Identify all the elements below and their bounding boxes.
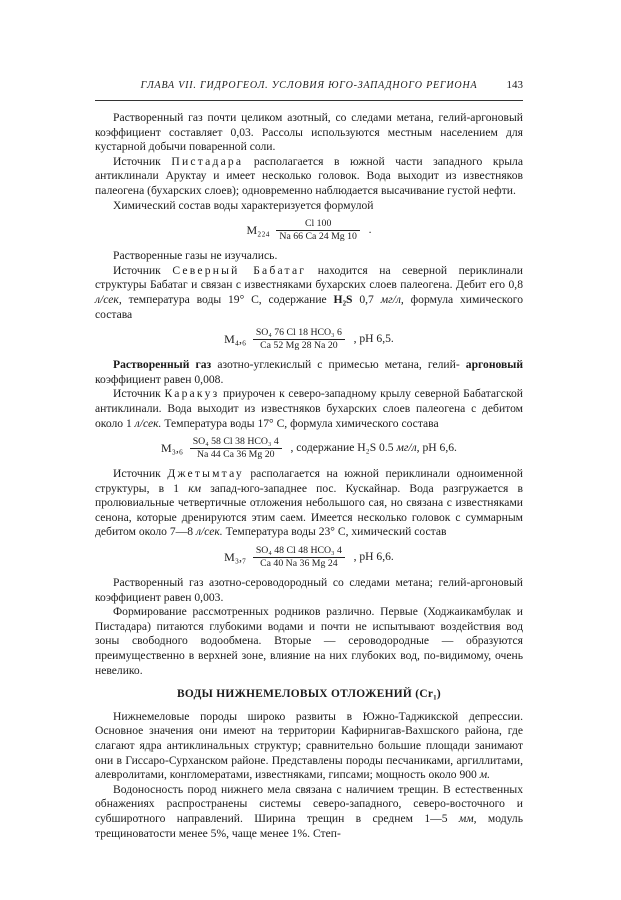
p11-unit: м. <box>479 768 491 782</box>
source-name-karakuz: Каракуз <box>164 387 220 401</box>
p12-text-a: Водоносность пород нижнего мела связана с наличием трещин. В естественных обнажениях распространены системы северо-западного, северо-восточного и субширотного направлений. Ширина трещин в среднем 1—5 <box>95 782 523 825</box>
formula-1-tail: . <box>368 223 372 237</box>
running-header <box>95 78 523 101</box>
p5-lead: Источник <box>113 263 161 277</box>
running-title: ГЛАВА VII. ГИДРОГЕОЛ. УСЛОВИЯ ЮГО-ЗАПАДНОГО РЕГИОНА <box>140 80 478 91</box>
p8-rest-b: запад-юго-западнее пос. Кускайнар. Вода разгружается в пролювиальные четвертичные отложения небольшого сая, но связана с известняками сенона, которые дренируются этим саем. Имеется несколько головок с суммарным дебитом около 7—8 <box>95 481 523 539</box>
p5-h2s: H₂S <box>333 292 353 306</box>
section-heading: ВОДЫ НИЖНЕМЕЛОВЫХ ОТЛОЖЕНИЙ (Cr₁) <box>176 688 442 701</box>
formula-3-fraction <box>190 436 282 461</box>
formula-4-tail: , pH 6,6. <box>353 550 394 564</box>
paragraph-4: Растворенные газы не изучались. <box>113 249 278 263</box>
formula-1-mineralization: M₂₂₄ <box>246 223 270 238</box>
formula-3-tail-b: pH 6,6. <box>422 441 457 455</box>
formula-3 <box>95 436 523 461</box>
formula-4-mineralization: M₃,₇ <box>224 550 247 565</box>
paragraph-12 <box>95 783 523 841</box>
formula-3-mineralization: M₃,₆ <box>161 441 184 456</box>
formula-2 <box>95 327 523 352</box>
formula-1 <box>95 218 523 243</box>
p6-bold: Растворенный газ <box>113 358 212 372</box>
p5-rest-c: 0,7 <box>359 292 374 306</box>
paragraph-7 <box>95 387 523 431</box>
p7-rest-a: приурочен к северо-западному крылу северной Бабатагской антиклинали. Вода выходит из известняков бухарских слоев палеогена с дебитом около 1 <box>95 387 523 430</box>
formula-3-tail-a: , содержание H₂S 0.5 <box>290 441 394 455</box>
p8-unit-1: км <box>188 481 202 495</box>
paragraph-6 <box>95 358 523 387</box>
p2-rest: располагается в южной части западного крыла антиклинали Аруктау и имеет несколько головок. Вода выходит из известняков палеогена (бухарских слоев); одновременно наблюдается высачивание густой нефти. <box>95 154 523 197</box>
formula-4-fraction <box>253 545 345 570</box>
formula-1-fraction <box>276 218 360 243</box>
p6-rest-2: коэффициент равен 0,008. <box>95 372 224 386</box>
p5-rest-b: температура воды 19° С, содержание <box>128 292 327 306</box>
formula-4-cations: Ca 40 Na 36 Mg 24 <box>260 558 338 570</box>
formula-4 <box>95 545 523 570</box>
paragraph-11 <box>95 710 523 783</box>
paragraph-2 <box>95 155 523 199</box>
paragraph-10: Формирование рассмотренных родников различно. Первые (Ходжаикамбулак и Пистадара) питаются глубокими водами и почти не испытывают воздействия вод зоны свободного водообмена. Вторые — сероводородные — образуются преимущественно в верхней зоне, влияние на них глубоких вод, по-видимому, очень невелико. <box>95 605 523 677</box>
formula-3-unit: мг/л, <box>396 441 420 455</box>
p5-rest-d: формула химического состава <box>95 292 524 321</box>
paragraph-9: Растворенный газ азотно-сероводородный со следами метана; гелий-аргоновый коэффициент равен 0,003. <box>95 576 523 604</box>
formula-1-anions: Cl 100 <box>276 218 360 231</box>
page-number: 143 <box>506 79 523 91</box>
p5-rest-a: находится на северной периклинали структуры Бабатаг и связан с известняками бухарских слоев палеогена. Дебит его 0,8 <box>95 263 524 292</box>
formula-2-mineralization: M₄,₆ <box>224 332 247 347</box>
paragraph-8 <box>95 467 523 540</box>
p8-unit-2: л/сек. <box>195 525 223 539</box>
formula-2-anions: SO₄ 76 Cl 18 HCO₃ 6 <box>253 327 345 340</box>
p7-rest-b: Температура воды 17° С, формула химического состава <box>164 416 439 430</box>
p7-lead: Источник <box>113 387 161 401</box>
p8-lead: Источник <box>113 467 161 481</box>
p8-rest-c: Температура воды 23° С, химический состав <box>225 525 447 539</box>
p12-text-b: модуль трещиноватости менее 5%, чаще менее 1%. Степ- <box>95 811 523 840</box>
formula-3-tail <box>290 441 457 456</box>
p12-unit: мм, <box>458 811 477 825</box>
source-name-pistadara: Пистадара <box>171 154 244 168</box>
paragraph-1: Растворенный газ почти целиком азотный, со следами метана, гелий-аргоновый коэффициент составляет 0,03. Рассолы используются местным населением для кустарной добычи поваренной соли. <box>95 111 523 154</box>
formula-3-cations: Na 44 Ca 36 Mg 20 <box>196 449 275 461</box>
p6-bold-2: аргоновый <box>465 358 523 372</box>
p6-rest: азотно-углекислый с примесью метана, гелий- <box>217 358 460 372</box>
body-text <box>95 111 523 841</box>
source-name-severny-babatag: Северный Бабатаг <box>172 263 307 277</box>
p5-unit-1: л/сек, <box>95 292 122 306</box>
p7-unit: л/сек. <box>134 416 162 430</box>
p11-text: Нижнемеловые породы широко развиты в Южно-Таджикской депрессии. Основное значения они имеют на территории Кафирнигав-Вахшского района, где слагают ядра антиклинальных структур; сравнительно большие площади занимают они в Гиссаро-Сурханском районе. Представлены породы песчаниками, аргиллитами, алевролитами, конгломератами, известняками, гипсами; мощность около 900 <box>95 709 523 782</box>
formula-2-cations: Ca 52 Mg 28 Na 20 <box>260 340 338 352</box>
formula-1-cations: Na 66 Ca 24 Mg 10 <box>279 231 357 243</box>
p8-rest-a: располагается на южной периклинали одноименной структуры, в 1 <box>95 467 523 495</box>
p2-lead: Источник <box>113 154 161 168</box>
book-page <box>95 78 523 841</box>
source-name-dzhetymtau: Джетымтау <box>167 467 244 481</box>
paragraph-3: Химический состав воды характеризуется формулой <box>113 198 374 212</box>
p5-unit-2: мг/л, <box>380 292 404 306</box>
paragraph-5 <box>95 264 523 322</box>
formula-3-anions: SO₄ 58 Cl 38 HCO₃ 4 <box>190 436 282 449</box>
formula-4-anions: SO₄ 48 Cl 48 HCO₃ 4 <box>253 545 345 558</box>
formula-2-fraction <box>253 327 345 352</box>
formula-2-tail: , pH 6,5. <box>353 332 394 346</box>
